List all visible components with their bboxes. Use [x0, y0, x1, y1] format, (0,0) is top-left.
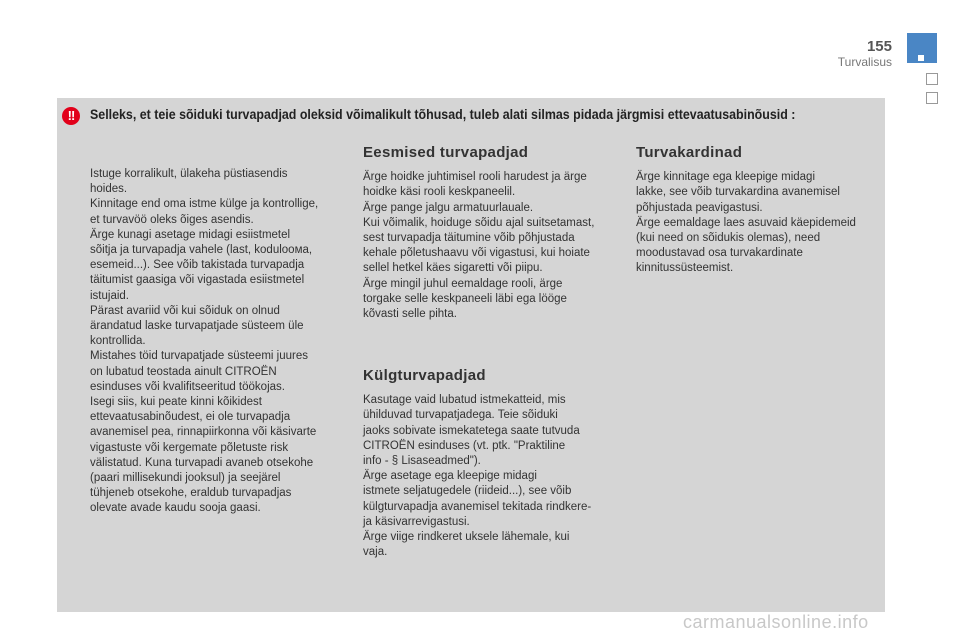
front-airbags-section [363, 145, 623, 322]
general-precautions [90, 167, 345, 517]
section-title: Turvalisus [837, 55, 892, 69]
section-tab-active[interactable] [907, 33, 937, 63]
notice-title: Selleks, et teie sõiduki turvapadjad oleksid võimalikult tõhusad, tuleb alati silmas pidada järgmisi ettevaatusabinõusid : [90, 107, 796, 122]
side-airbags-section [363, 368, 623, 560]
general-precautions-text: Istuge korralikult, ülakeha püstiasendis hoides. Kinnitage end oma istme külge ja kontrollige, et turvavöö oleks õiges asendis. Ärge kunagi asetage midagi esiistmetel sõitja ja turvapadja vahele (last, koduloома, esemeid...). See võib takistada turvapadja täitumist gaasiga või vigastada esiistmetel istujaid. Pärast avariid või kui sõiduk on olnud ärandatud laske turvapatjade süsteem üle kontrollida. Mistahes töid turvapatjade süsteemi juures on lubatud teostada ainult CITROËN esinduses või kvalifitseeritud töökojas. Isegi siis, kui peate kinni kõikidest ettevaatusabinõudest, ei ole turvapadja avanemisel pea, rinnapiirkonna või käsivarte vigastuste või kergemate põletuste risk välistatud. Kuna turvapadi avaneb otsekohe (paari millisekundi jooksul) ja seejärel tühjeneb otsekohe, eraldub turvapadjas olevate avade kaudu sooja gaasi. [90, 168, 319, 515]
front-airbags-text: Ärge hoidke juhtimisel rooli harudest ja ärge hoidke käsi rooli keskpaneelil. Ärge pange jalgu armatuurlauale. Kui võimalik, hoiduge sõidu ajal suitsetamast, sest turvapadja täitumine võib põhjustada kehale põletushaavu või vigastusi, kui hoiate sellel hetkel käes sigaretti või piipu. Ärge mingil juhul eemaldage rooli, ärge torgake selle keskpaneeli läbi ega lööge kõvasti selle pihta. [363, 171, 595, 321]
page-number: 155 [866, 38, 892, 55]
side-airbags-heading: Külgturvapadjad [363, 367, 486, 384]
curtain-airbags-section [636, 145, 881, 277]
front-airbags-heading: Eesmised turvapadjad [363, 144, 529, 161]
exclamation-icon: !! [62, 107, 80, 125]
side-airbags-text: Kasutage vaid lubatud istmekatteid, mis ühilduvad turvapatjadega. Teie sõiduki jaoks sobivate ismekatetega saate tutvuda CITROËN esinduses (vt. ptk. "Praktiline info - § Lisaseadmed"). Ärge asetage ega kleepige midagi istmete seljatugedele (riideid...), see võib külgturvapadja avanemisel tekitada rindkere- ja käsivarrevigastusi. Ärge viige rindkeret uksele lähemale, kui vaja. [363, 394, 592, 559]
curtain-airbags-heading: Turvakardinad [636, 144, 743, 161]
curtain-airbags-text: Ärge kinnitage ega kleepige midagi lakke, see võib turvakardina avanemisel põhjustada peavigastusi. Ärge eemaldage laes asuvaid käepidemeid (kui need on sõidukis olemas), need moodustavad osa turvakardinate kinnitussüsteemist. [636, 171, 856, 275]
watermark: carmanualsonline.info [683, 612, 869, 632]
section-tab[interactable] [926, 73, 938, 85]
section-tab[interactable] [926, 92, 938, 104]
